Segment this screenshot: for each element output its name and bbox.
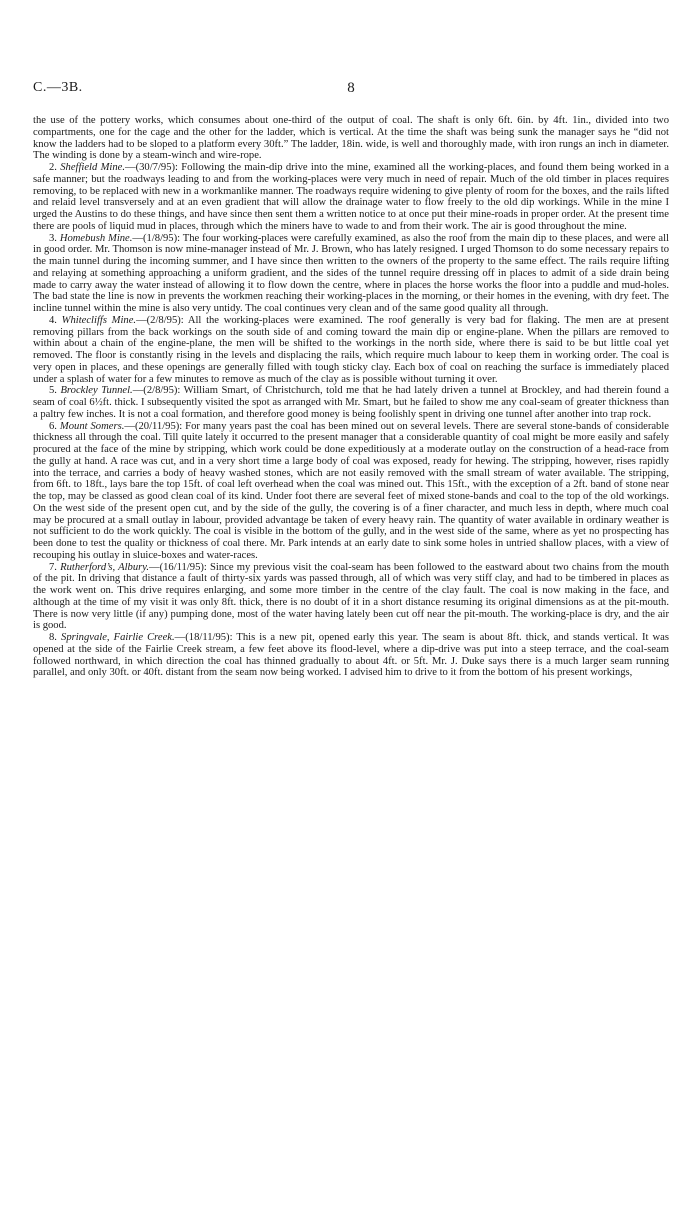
paragraph-text: —(30/7/95): Following the main-dip drive into the mine, examined all the working-places, and found them being worked in a safe manner; but the roadways leading to and from the working-places were very much in need of repair. Much of the old timber in places requires removing, to be replaced with new in a workmanlike manner. The roadways require widening to give plenty of room for the boxes, and the rails lifted and relaid level transversely and at an even gradient that will allow the drainage water to flow freely to the old dip workings. While in the mine I urged the Austins to do these things, and have since then sent them a written notice to at once put their mine-roads in proper order. At the present time there are pools of liquid mud in places, through which the miners have to wade to and from their work. The air is good throughout the mine. bbox=[33, 162, 670, 232]
paragraph-text: —(1/8/95): The four working-places were carefully examined, as also the roof from the main dip to these places, and were all in good order. Mr. Thomson is now mine-manager instead of Mr. J. Brown, who has lately resigned. I urged Thomson to do some necessary repairs to the main tunnel during the incoming summer, and I have since then written to the owners of the property to the same effect. The rails require lifting and relaying at something approaching a uniform gradient, and the sides of the tunnel require dressing off in places to admit of a side drain being made to carry away the water instead of allowing it to flow down the centre, where in places the horse works the floor into a puddle and mud-holes. The bad state the line is now in prevents the workmen reaching their working-places in the morning, or their homes in the evening, with dry feet. The incline tunnel within the mine is also very untidy. The coal continues very clean and of the same good quality all through. bbox=[33, 232, 669, 314]
paragraph-text: —(16/11/95): Since my previous visit the coal-seam has been followed to the eastward about two chains from the mouth of the pit. In driving that distance a fault of thirty-six yards was passed through, all of which was very stiff clay, and had to be timbered in places as the work went on. This drive requires enlarging, and some more timber in the centre of the clay fault. The coal is now making in the face, and although at the time of my visit it was only 8ft. thick, there is no doubt of it in a short distance resuming its original dimensions as at the pit-mouth. There is now very little (if any) pumping done, most of the water having lately been cut off near the pit-mouth. The working-place is dry, and the air is good. bbox=[33, 561, 670, 632]
paragraph-text: —(2/8/95): All the working-places were examined. The roof generally is very bad for flaking. The men are at present removing pillars from the back workings on the south side of and coming toward the main dip or engine-plane. When the pillars are removed to within about a chain of the engine-plane, the men will be shifted to the workings in the north side, where there is said to be but little coal yet removed. The floor is constantly rising in the levels and displacing the rails, which require much labour to keep them in working order. The coal is very open in places, and these openings are generally filled with tough sticky clay. Each box of coal on reaching the surface is immediately placed under a splash of water for a few minutes to remove as much of the clay as is possible without turning it over. bbox=[33, 314, 670, 385]
paragraph-homebush-mine bbox=[33, 233, 669, 315]
paragraph-springvale-fairlie-creek bbox=[33, 632, 669, 679]
paragraph-text: the use of the pottery works, which consumes about one-third of the output of coal. The shaft is only 6ft. 6in. by 4ft. 1in., divided into two compartments, one for the cage and the other for the ladder, which is vertical. At the time the shaft was being sunk the manager says he “did not know the ladders had to be sloped to a platform every 30ft.” The ladder, 18in. wide, is well and thoroughly made, with iron rungs an inch in diameter. The winding is done by a steam-winch and wire-rope. bbox=[33, 115, 669, 162]
paragraph-number: 8. bbox=[49, 632, 62, 643]
page-header bbox=[33, 80, 669, 102]
paragraph-number: 5. bbox=[49, 385, 61, 397]
paragraph-continued bbox=[33, 115, 669, 162]
paragraph-number: 4. bbox=[49, 314, 62, 326]
paragraph-title: Mount Somers. bbox=[59, 420, 125, 432]
document-code: C.—3B. bbox=[33, 80, 83, 95]
paragraph-text: —(18/11/95): This is a new pit, opened early this year. The seam is about 8ft. thick, and stands vertical. It was opened at the side of the Fairlie Creek stream, a few feet above its flood-level, where a dip-drive was put into a steep terrace, and the coal-seam followed northward, in which direction the coal has thinned gradually to about 4ft. or 5ft. Mr. J. Duke says there is a much larger seam running parallel, and only 30ft. or 40ft. distant from the seam now being worked. I advised him to drive to it from the bottom of his present workings, bbox=[33, 632, 669, 679]
paragraph-sheffield-mine bbox=[33, 162, 669, 233]
paragraph-title: Whitecliffs Mine. bbox=[61, 314, 137, 326]
paragraph-rutherfords-albury bbox=[33, 562, 669, 633]
paragraph-number: 3. bbox=[49, 232, 60, 244]
paragraph-number: 7. bbox=[49, 561, 61, 573]
paragraph-brockley-tunnel bbox=[33, 385, 669, 420]
paragraph-title: Homebush Mine. bbox=[59, 232, 133, 244]
paragraph-whitecliffs-mine bbox=[33, 315, 669, 386]
report-body bbox=[33, 115, 669, 679]
paragraph-title: Springvale, Fairlie Creek. bbox=[61, 632, 175, 643]
paragraph-title: Rutherford’s, Albury. bbox=[60, 561, 149, 573]
paragraph-text: —(2/8/95): William Smart, of Christchurch, told me that he had lately driven a tunnel at Brockley, and had therein found a seam of coal 6½ft. thick. I subsequently visited the spot as arranged with Mr. Smart, but he failed to show me any coal-seam of greater thickness than a paltry few inches. It is not a coal formation, and therefore good money is being foolishly spent in driving one tunnel after another into trap rock. bbox=[33, 385, 669, 420]
paragraph-title: Brockley Tunnel. bbox=[60, 385, 133, 397]
paragraph-number: 2. bbox=[49, 162, 61, 173]
paragraph-number: 6. bbox=[49, 420, 60, 432]
paragraph-title: Sheffield Mine. bbox=[60, 162, 126, 173]
page-number: 8 bbox=[347, 80, 355, 96]
paragraph-mount-somers bbox=[33, 421, 669, 562]
paragraph-text: —(20/11/95): For many years past the coal has been mined out on several levels. There are several stone-bands of considerable thickness all through the coal. Till quite lately it occurred to the present manager that a considerable quantity of coal might be more easily and safely procured at the face of the mine by stripping, which work could be done expeditiously at a moderate outlay on the construction of a head-race from the gully at hand. A race was cut, and in a very short time a large body of coal was exposed, ready for hewing. The stripping, however, rises rapidly into the terrace, and carries a body of heavy washed stones, which are not easily removed with the small stream of water available. The stripping, from 6ft. to 18ft., lays bare the top 15ft. of coal left overhead when the coal was mined out. This 15ft., with the exception of a 2ft. band of stone near the top, may be classed as good clean coal of its kind. Under foot there are several feet of mixed stone-bands and coal to the top of the old workings. On the west side of the present open cut, and by the side of the gully, the covering is of a finer character, and much less in depth, where much coal may be procured at a small outlay in labour, provided advantage be taken of every heavy rain. The quantity of water available in ordinary weather is not sufficient to do the work quickly. The coal is visible in the bottom of the gully, and in the west side of the same, where as yet no prospecting has been done to test the quality or thickness of coal there. Mr. Park intends at an early date to sink some holes in untried shallow places, with a view of recouping his outlay in sluice-boxes and water-races. bbox=[33, 420, 669, 561]
